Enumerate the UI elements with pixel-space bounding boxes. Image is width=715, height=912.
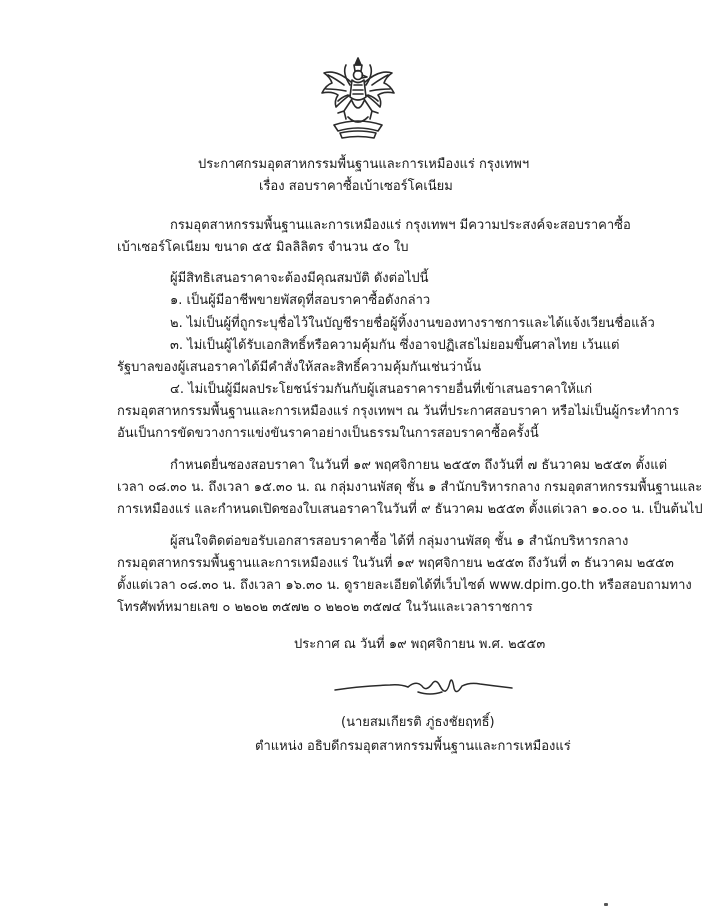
handwritten-signature-icon [330,672,515,704]
qualification-item-4-line-3: อันเป็นการขัดขวางการแข่งขันราคาอย่างเป็นธรรมในการสอบราคาซื้อครั้งนี้ [117,426,539,441]
schedule-line-3: การเหมืองแร่ และกำหนดเปิดซองใบเสนอราคาในวันที่ ๙ ธันวาคม ๒๕๕๓ ตั้งแต่เวลา ๑๐.๐๐ น. เป็นต้นไป [117,502,703,517]
qualification-item-3-line-2: รัฐบาลของผู้เสนอราคาได้มีคำสั่งให้สละสิทธิ์ความคุ้มกันเช่นว่านั้น [117,360,482,375]
schedule-line-2: เวลา ๐๘.๓๐ น. ถึงเวลา ๑๕.๓๐ น. ณ กลุ่มงานพัสดุ ชั้น ๑ สำนักบริหารกลาง กรมอุตสาหกรรมพื้นฐานและ [117,480,703,495]
contact-line-1: ผู้สนใจติดต่อขอรับเอกสารสอบราคาซื้อ ได้ที่ กลุ่มงานพัสดุ ชั้น ๑ สำนักบริหารกลาง [170,534,629,549]
announcement-title: ประกาศกรมอุตสาหกรรมพื้นฐานและการเหมืองแร่ กรุงเทพฯ [198,157,530,172]
qualification-item-2: ๒. ไม่เป็นผู้ที่ถูกระบุชื่อไว้ในบัญชีรายชื่อผู้ทิ้งงานของทางราชการและได้แจ้งเวียนชื่อแล้ว [170,316,655,331]
announcement-date: ประกาศ ณ วันที่ ๑๙ พฤศจิกายน พ.ศ. ๒๕๕๓ [294,637,546,652]
qualification-item-1: ๑. เป็นผู้มีอาชีพขายพัสดุที่สอบราคาซื้อดังกล่าว [170,293,431,308]
qualification-item-4-line-1: ๔. ไม่เป็นผู้มีผลประโยชน์ร่วมกันกับผู้เสนอราคารายอื่นที่เข้าเสนอราคาให้แก่ [170,382,593,397]
qualifications-heading: ผู้มีสิทธิเสนอราคาจะต้องมีคุณสมบัติ ดังต่อไปนี้ [170,271,429,286]
announcement-subject: เรื่อง สอบราคาซื้อเบ้าเซอร์โคเนียม [259,179,453,194]
intro-line-2: เบ้าเซอร์โคเนียม ขนาด ๕๕ มิลลิลิตร จำนวน ๕๐ ใบ [117,240,409,255]
contact-line-4: โทรศัพท์หมายเลข ๐ ๒๒๐๒ ๓๕๗๒ ๐ ๒๒๐๒ ๓๕๗๔ ในวันและเวลาราชการ [117,600,533,615]
garuda-emblem-icon [318,55,398,140]
contact-line-2: กรมอุตสาหกรรมพื้นฐานและการเหมืองแร่ ในวันที่ ๑๙ พฤศจิกายน ๒๕๕๓ ถึงวันที่ ๓ ธันวาคม ๒๕๕๓ [117,556,674,571]
scan-speck [604,903,608,906]
signatory-name: (นายสมเกียรติ ภู่ธงชัยฤทธิ์) [341,715,495,730]
contact-line-3: ตั้งแต่เวลา ๐๘.๓๐ น. ถึงเวลา ๑๖.๓๐ น. ดูรายละเอียดได้ที่เว็บไซต์ www.dpim.go.th หรือสอบถามทาง [117,578,692,593]
intro-line-1: กรมอุตสาหกรรมพื้นฐานและการเหมืองแร่ กรุงเทพฯ มีความประสงค์จะสอบราคาซื้อ [170,218,631,233]
qualification-item-4-line-2: กรมอุตสาหกรรมพื้นฐานและการเหมืองแร่ กรุงเทพฯ ณ วันที่ประกาศสอบราคา หรือไม่เป็นผู้กระทำการ [117,404,680,419]
signatory-position: ตำแหน่ง อธิบดีกรมอุตสาหกรรมพื้นฐานและการเหมืองแร่ [255,739,571,754]
qualification-item-3-line-1: ๓. ไม่เป็นผู้ได้รับเอกสิทธิ์หรือความคุ้มกัน ซึ่งอาจปฏิเสธไม่ยอมขึ้นศาลไทย เว้นแต่ [170,338,620,353]
schedule-line-1: กำหนดยื่นซองสอบราคา ในวันที่ ๑๙ พฤศจิกายน ๒๕๕๓ ถึงวันที่ ๗ ธันวาคม ๒๕๕๓ ตั้งแต่ [170,458,668,473]
